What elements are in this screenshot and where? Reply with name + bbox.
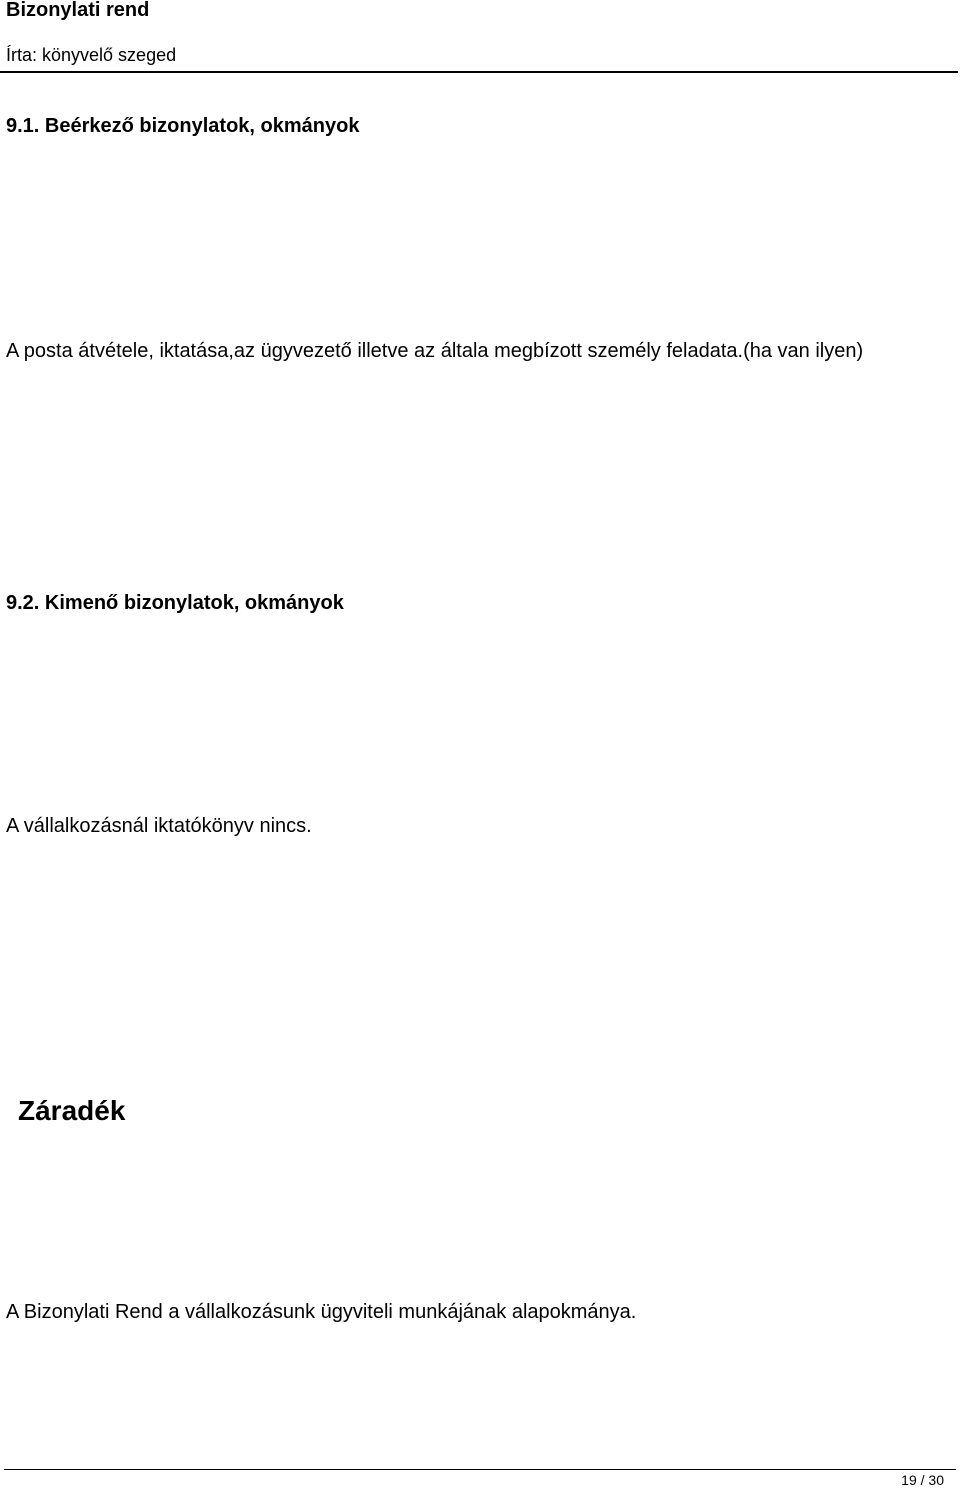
page-number: 19 / 30 [901, 1472, 944, 1488]
document-author: Írta: könyvelő szeged [6, 45, 177, 65]
footer-divider [4, 1469, 956, 1470]
section-paragraph: A vállalkozásnál iktatókönyv nincs. [6, 815, 312, 837]
closing-paragraph: A Bizonylati Rend a vállalkozásunk ügyviteli munkájának alapokmánya. [6, 1301, 637, 1323]
closing-heading: Záradék [18, 1095, 126, 1126]
section-paragraph: A posta átvétele, iktatása,az ügyvezető illetve az általa megbízott személy feladata.(ha van ilyen) [6, 340, 864, 362]
section-heading: 9.2. Kimenő bizonylatok, okmányok [6, 592, 344, 614]
header-divider [0, 71, 958, 73]
document-title: Bizonylati rend [6, 0, 150, 21]
section-heading: 9.1. Beérkező bizonylatok, okmányok [6, 115, 360, 137]
